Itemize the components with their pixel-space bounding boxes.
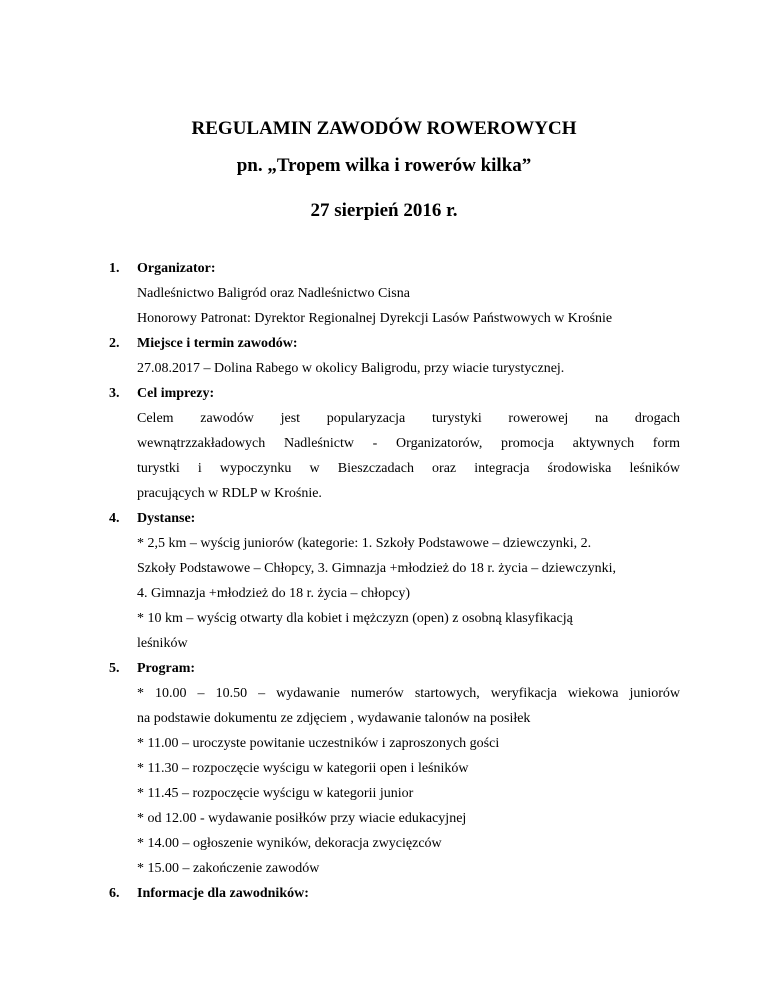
section-line: 4. Gimnazja +młodzież do 18 r. życia – chłopcy): [137, 586, 411, 601]
sections-list: [0, 256, 768, 906]
section-number: 2.: [109, 336, 120, 351]
section-heading: [0, 381, 768, 406]
section-title: Miejsce i termin zawodów:: [137, 336, 298, 351]
section-goal: [0, 381, 768, 506]
section-organizer: [0, 256, 768, 331]
section-number: 3.: [109, 386, 120, 401]
section-title: Cel imprezy:: [137, 386, 215, 401]
section-line: Celem zawodów jest popularyzacja turystyki rowerowej na drogach: [137, 411, 680, 426]
section-line: 27.08.2017 – Dolina Rabego w okolicy Baligrodu, przy wiacie turystycznej.: [137, 361, 565, 376]
section-program: [0, 656, 768, 881]
section-distances: [0, 506, 768, 656]
document-date: 27 sierpień 2016 r.: [310, 200, 458, 221]
section-title: Program:: [137, 661, 196, 676]
section-line: Honorowy Patronat: Dyrektor Regionalnej Dyrekcji Lasów Państwowych w Krośnie: [137, 311, 613, 326]
document-subtitle: pn. „Tropem wilka i rowerów kilka”: [236, 155, 532, 176]
section-line: pracujących w RDLP w Krośnie.: [137, 486, 322, 501]
section-line: * 10.00 – 10.50 – wydawanie numerów startowych, weryfikacja wiekowa juniorów: [137, 686, 680, 701]
section-heading: [0, 331, 768, 356]
section-number: 4.: [109, 511, 120, 526]
section-line: Szkoły Podstawowe – Chłopcy, 3. Gimnazja +młodzież do 18 r. życia – dziewczynki,: [137, 561, 616, 576]
section-title: Informacje dla zawodników:: [137, 886, 309, 901]
section-line: * 14.00 – ogłoszenie wyników, dekoracja zwycięzców: [137, 836, 442, 851]
section-title: Dystanse:: [137, 511, 196, 526]
section-number: 1.: [109, 261, 120, 276]
section-line: * 11.30 – rozpoczęcie wyścigu w kategorii open i leśników: [137, 761, 469, 776]
section-number: 6.: [109, 886, 120, 901]
section-line: leśników: [137, 636, 188, 651]
section-line: * od 12.00 - wydawanie posiłków przy wiacie edukacyjnej: [137, 811, 467, 826]
section-title: Organizator:: [137, 261, 216, 276]
section-line: * 15.00 – zakończenie zawodów: [137, 861, 320, 876]
section-info: [0, 881, 768, 906]
section-line: wewnątrzzakładowych Nadleśnictw - Organizatorów, promocja aktywnych form: [137, 436, 680, 451]
document-title: REGULAMIN ZAWODÓW ROWEROWYCH: [191, 118, 577, 139]
section-heading: [0, 881, 768, 906]
section-number: 5.: [109, 661, 120, 676]
section-line: * 11.45 – rozpoczęcie wyścigu w kategorii junior: [137, 786, 414, 801]
section-line: * 10 km – wyścig otwarty dla kobiet i mężczyzn (open) z osobną klasyfikacją: [137, 611, 573, 626]
section-line: Nadleśnictwo Baligród oraz Nadleśnictwo Cisna: [137, 286, 410, 301]
section-heading: [0, 506, 768, 531]
section-line: * 2,5 km – wyścig juniorów (kategorie: 1. Szkoły Podstawowe – dziewczynki, 2.: [137, 536, 592, 551]
section-line: * 11.00 – uroczyste powitanie uczestników i zaproszonych gości: [137, 736, 500, 751]
section-heading: [0, 656, 768, 681]
section-place-date: [0, 331, 768, 381]
section-line: na podstawie dokumentu ze zdjęciem , wydawanie talonów na posiłek: [137, 711, 531, 726]
section-heading: [0, 256, 768, 281]
section-line: turystki i wypoczynku w Bieszczadach oraz integracja środowiska leśników: [137, 461, 680, 476]
